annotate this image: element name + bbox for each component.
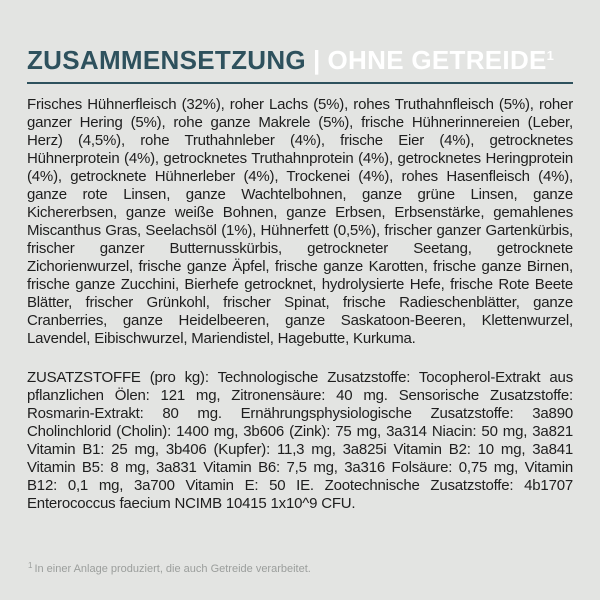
additives-paragraph: ZUSATZSTOFFE (pro kg): Technologische Zusatzstoffe: Tocopherol-Extrakt aus pflanzlichen Ölen: 121 mg, Zitronensäure: 40 mg. Sensorische Zusatzstoffe: Rosmarin-Extrakt: 80 mg. Ernährungsphysiologische Zusatzstoffe: 3a890 Cholinchlorid (Cholin): 1400 mg, 3b606 (Zink): 75 mg, 3a314 Niacin: 50 mg, 3a821 Vitamin B1: 25 mg, 3b406 (Kupfer): 11,3 mg, 3a825i Vitamin B2: 10 mg, 3a841 Vitamin B5: 8 mg, 3a831 Vitamin B6: 7,5 mg, 3a316 Folsäure: 0,75 mg, Vitamin B12: 0,1 mg, 3a700 Vitamin E: 50 IE. Zootechnische Zusatzstoffe: 4b1707 Enterococcus faecium NCIMB 10415 1x10^9 CFU. bbox=[27, 369, 573, 512]
composition-paragraph: Frisches Hühnerfleisch (32%), roher Lachs (5%), rohes Truthahnfleisch (5%), roher ganzer Hering (5%), rohe ganze Makrele (5%), frische Hühnerinnereien (Leber, Herz) (4,5%), rohe Truthahnleber (4%), frische Eier (4%), getrocknetes Hühnerprotein (4%), getrocknetes Truthahnprotein (4%), getrocknetes Heringprotein (4%), getrocknete Hühnerleber (4%), Trockenei (4%), rohes Hasenfleisch (4%), ganze rote Linsen, ganze Wachtelbohnen, ganze grüne Linsen, ganze Kichererbsen, ganze weiße Bohnen, ganze Erbsen, Erbsenstärke, gemahlenes Miscanthus Gras, Seelachsöl (1%), Hühnerfett (0,5%), frischer ganzer Gartenkürbis, frischer ganzer Butternusskürbis, getrockneter Seetang, getrocknete Zichorienwurzel, frische ganze Äpfel, frische ganze Karotten, frische ganze Birnen, frische ganze Zucchini, Bierhefe getrocknet, hydrolysierte Hefe, frische Rote Beete Blätter, frischer Grünkohl, frischer Spinat, frische Radieschenblätter, ganze Cranberries, ganze Heidelbeeren, ganze Saskatoon-Beeren, Klettenwurzel, Lavendel, Eibischwurzel, Mariendistel, Hagebutte, Kurkuma. bbox=[27, 96, 573, 347]
section-subtitle bbox=[328, 45, 555, 75]
footnote-marker: 1 bbox=[28, 561, 33, 570]
footnote-text: In einer Anlage produziert, die auch Getreide verarbeitet. bbox=[34, 563, 311, 575]
header-separator: | bbox=[312, 45, 321, 75]
footnote bbox=[28, 562, 311, 576]
section-subtitle-footnote-marker: 1 bbox=[546, 48, 555, 63]
section-header bbox=[27, 45, 573, 75]
label-content bbox=[27, 0, 573, 513]
header-rule bbox=[27, 82, 573, 84]
section-title: ZUSAMMENSETZUNG bbox=[27, 45, 306, 75]
section-subtitle-text: OHNE GETREIDE bbox=[327, 45, 547, 75]
